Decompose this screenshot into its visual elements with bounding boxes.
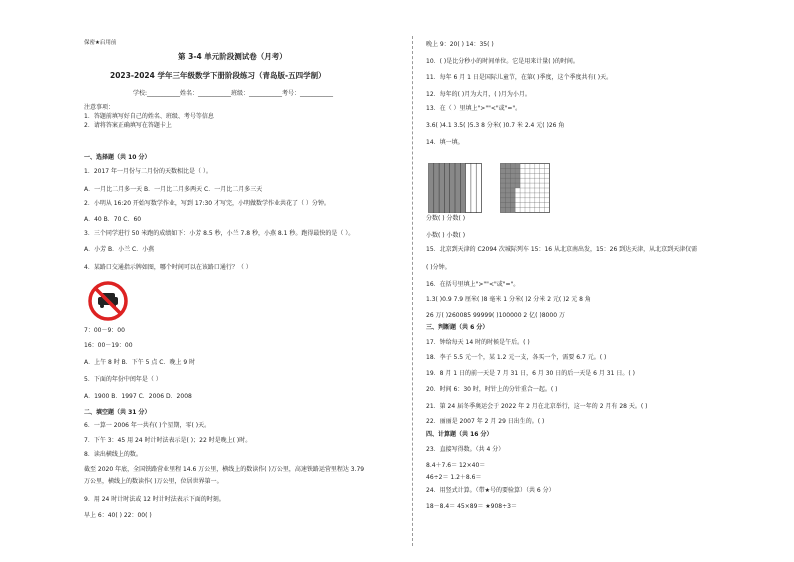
line-q2o: A．40 B．70 C．60	[84, 216, 142, 223]
line-q5: 5．下面的年份中闰年是（ ）	[84, 376, 162, 383]
line-q9: 9．用 24 时计时法或 12 时计时法表示下面的时刻。	[84, 496, 225, 503]
line-r3: 11．每年 6 月 1 日是国际儿童节，在第( )季度，这个季度共有( )天。	[426, 74, 613, 81]
line-s1: 一、选择题（共 10 分）	[84, 154, 151, 161]
line-q6: 6．一算一 2006 年一共有( )个星期，零( )天。	[84, 422, 211, 429]
fraction-strip-grid-icon	[428, 163, 482, 213]
exam-title: 第 3-4 单元阶段测试卷（月考）	[178, 52, 287, 61]
line-q5o: A．1900 B．1997 C．2006 D．2008	[84, 393, 192, 400]
notice-title: 注意事项：	[84, 104, 115, 111]
line-r23: 46÷2＝ 1.2＋8.6＝	[426, 474, 482, 481]
line-r1: 晚上 9：20( ) 14：35( )	[426, 41, 494, 48]
line-q2: 2．小明从 16:20 开始写数学作业，写到 17:30 才写完，小明做数学作业共花了（ ）分钟。	[84, 200, 330, 207]
hundred-square-grid-icon	[500, 163, 550, 213]
column-divider	[412, 36, 413, 546]
line-q8a: 截至 2020 年底，全国铁路营业里程 14.6 万公里，横线上的数读作( )万公里，高速铁路运营里程达 3.79	[84, 466, 365, 473]
student-info-line: 学校:___________姓名：___________班级：___________考号：___________	[133, 90, 334, 97]
line-q3: 3．三个同学进行 50 米跑的成绩如下：小芳 8.5 秒，小兰 7.8 秒，小燕 8.1 秒。跑得最快的是（ ）。	[84, 230, 355, 237]
line-r4: 12．每年的( )月为大月，( )月为小月。	[426, 91, 531, 98]
notice-item: 2．请将答案正确填写在答题卡上	[84, 122, 172, 129]
line-r18: 20．时间 6：30 时，时针上的分针重合一起。( )	[426, 386, 558, 393]
line-r15: 17．钟给每天 14 时的时候是午后。( )	[426, 339, 530, 346]
line-r20: 22．丽丽是 2007 年 2 月 29 日出生的。( )	[426, 418, 545, 425]
line-q4: 4．某路口交通指示牌如图，哪个时间可以在该路口通行？（ ）	[84, 264, 252, 271]
line-q1o: A．一月比二月多一天 B．一月比二月多两天 C．一月比二月多三天	[84, 186, 263, 193]
line-r10: 15．北京到天津的 C2094 次城际列车 15：16 从北京南出发，15：26 到达天津，从北京到天津仅需	[426, 246, 698, 253]
line-r14: 26 万( )260085 99999( )100000 2 亿( )8000 万	[426, 312, 565, 319]
line-q9a: 早上 6：40( ) 22：00( )	[84, 512, 152, 519]
line-r17: 19．8 月 1 日的前一天是 7 月 31 日，6 月 30 日的后一天是 6 月 31 日。( )	[426, 370, 635, 377]
line-r13: 1.3( )0.9 7.9 厘米( )8 毫米 1 分米( )2 分米 2 元( )2 元 8 角	[426, 296, 591, 303]
line-r16: 18．李子 5.5 元一个，某 1.2 元一支，各买一个，需要 6.7 元。( )	[426, 354, 607, 361]
exam-subtitle: 2023-2024 学年三年级数学下册阶段练习（青岛版-五四学制）	[110, 71, 326, 80]
notice-item: 1．答题前填写好自己的姓名、班级、考号等信息	[84, 113, 214, 120]
line-q7: 7．下午 3：45 用 24 时计时法表示是( )；22 时是晚上( )时。	[84, 437, 252, 444]
line-r21: 23．直接写得数。（共 4 分）	[426, 446, 505, 453]
line-r24: 24．用竖式计算。（带★号的要验算）（共 6 分）	[426, 487, 555, 494]
line-r5: 13．在（ ）里填上">""<"或"="。	[426, 105, 522, 112]
line-r19: 21．第 24 届冬季奥运会于 2022 年 2 月在北京举行，这一年的 2 月有 28 天。( )	[426, 403, 648, 410]
line-r7: 14．填一填。	[426, 139, 464, 146]
line-q8b: 万公里，横线上的数读作( )万公里，位居世界第一。	[84, 478, 223, 485]
line-q8: 8．读出横线上的数。	[84, 451, 142, 458]
line-s2: 二、填空题（共 31 分）	[84, 409, 151, 416]
secret-label: 保密★启用前	[84, 40, 117, 46]
line-q4o: A．上午 8 时 B．下午 5 点 C．晚上 9 时	[84, 359, 196, 366]
line-r8: 分数( ) 分数( )	[426, 215, 466, 222]
line-r12: 16．在括号里填上">""<"或"="。	[426, 281, 520, 288]
no-vehicle-sign-icon	[88, 281, 128, 321]
line-q4b: 16：00－19：00	[84, 342, 133, 349]
line-q3o: A．小芳 B．小兰 C．小燕	[84, 246, 155, 253]
line-q1: 1．2017 年一月份与二月份的天数相比是（ ）。	[84, 168, 212, 175]
line-r25: 18－8.4＝ 45×89＝ ★908÷3＝	[426, 503, 517, 510]
line-r9: 小数( ) 小数( )	[426, 232, 466, 239]
line-s4: 四、计算题（共 16 分）	[426, 431, 493, 438]
line-s3: 三、判断题（共 6 分）	[426, 324, 489, 331]
line-r2: 10．( )是比分秒小的时间单位。它是用来计量( )的时间。	[426, 58, 579, 65]
line-r22: 8.4＋7.6＝ 12×40＝	[426, 462, 486, 469]
line-r6: 3.6( )4.1 3.5( )5.3 8 分米( )0.7 米 2.4 元( )26 角	[426, 122, 565, 129]
line-q4a: 7：00－9：00	[84, 327, 125, 334]
line-r11: ( )分钟。	[426, 264, 451, 271]
